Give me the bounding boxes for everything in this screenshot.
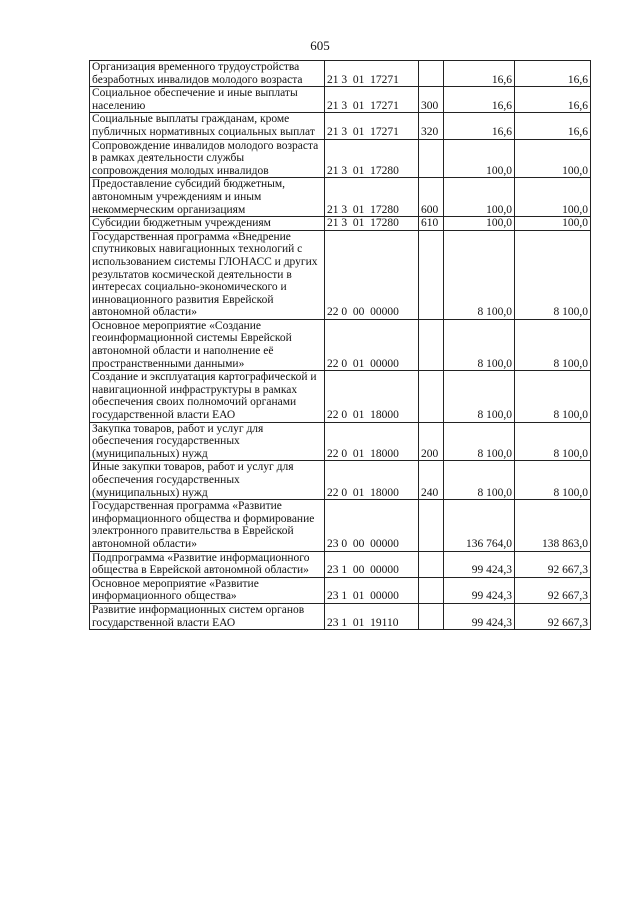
amount-2021-cell: 8 100,0 — [515, 319, 591, 370]
name-cell: Субсидии бюджетным учреждениям — [90, 217, 325, 231]
budget-table-body — [90, 61, 591, 630]
code-cell: 22 0 00 00000 — [325, 230, 419, 319]
amount-2020-cell: 8 100,0 — [444, 371, 515, 422]
amount-2020-cell: 8 100,0 — [444, 230, 515, 319]
amount-2021-cell: 138 863,0 — [515, 500, 591, 551]
amount-2021-cell: 92 667,3 — [515, 577, 591, 603]
amount-2021-cell: 8 100,0 — [515, 422, 591, 461]
name-cell: Социальное обеспечение и иные выплаты населению — [90, 87, 325, 113]
name-cell: Государственная программа «Развитие информационного общества и формирование электронного правительства в Еврейской автономной области» — [90, 500, 325, 551]
table-row — [90, 500, 591, 551]
code-cell: 21 3 01 17280 — [325, 178, 419, 217]
amount-2020-cell: 136 764,0 — [444, 500, 515, 551]
name-cell: Сопровождение инвалидов молодого возраста в рамках деятельности службы сопровождения молодых инвалидов — [90, 139, 325, 178]
table-row — [90, 217, 591, 231]
amount-2021-cell: 8 100,0 — [515, 230, 591, 319]
table-row — [90, 603, 591, 629]
expense-type-cell — [419, 61, 444, 87]
table-row — [90, 230, 591, 319]
amount-2021-cell: 8 100,0 — [515, 371, 591, 422]
amount-2021-cell: 100,0 — [515, 217, 591, 231]
amount-2021-cell: 16,6 — [515, 113, 591, 139]
expense-type-cell: 320 — [419, 113, 444, 139]
table-row — [90, 577, 591, 603]
amount-2020-cell: 99 424,3 — [444, 551, 515, 577]
code-cell: 22 0 01 18000 — [325, 371, 419, 422]
table-row — [90, 113, 591, 139]
name-cell: Предоставление субсидий бюджетным, автономным учреждениям и иным некоммерческим организациям — [90, 178, 325, 217]
amount-2020-cell: 100,0 — [444, 217, 515, 231]
table-row — [90, 319, 591, 370]
amount-2021-cell: 92 667,3 — [515, 551, 591, 577]
amount-2020-cell: 8 100,0 — [444, 461, 515, 500]
name-cell: Иные закупки товаров, работ и услуг для обеспечения государственных (муниципальных) нужд — [90, 461, 325, 500]
code-cell: 21 3 01 17271 — [325, 87, 419, 113]
amount-2021-cell: 100,0 — [515, 178, 591, 217]
code-cell: 22 0 01 00000 — [325, 319, 419, 370]
expense-type-cell: 300 — [419, 87, 444, 113]
page-number: 605 — [310, 38, 330, 53]
table-row — [90, 178, 591, 217]
amount-2020-cell: 99 424,3 — [444, 577, 515, 603]
code-cell: 21 3 01 17271 — [325, 113, 419, 139]
amount-2020-cell: 99 424,3 — [444, 603, 515, 629]
code-cell: 21 3 01 17271 — [325, 61, 419, 87]
name-cell: Основное мероприятие «Создание геоинформационной системы Еврейской автономной области и наполнение её пространственными данными» — [90, 319, 325, 370]
code-cell: 23 1 01 00000 — [325, 577, 419, 603]
code-cell: 23 0 00 00000 — [325, 500, 419, 551]
code-cell: 21 3 01 17280 — [325, 139, 419, 178]
table-row — [90, 422, 591, 461]
table-row — [90, 461, 591, 500]
table-row — [90, 139, 591, 178]
budget-table — [89, 60, 591, 630]
expense-type-cell: 610 — [419, 217, 444, 231]
expense-type-cell — [419, 139, 444, 178]
code-cell: 22 0 01 18000 — [325, 422, 419, 461]
amount-2020-cell: 8 100,0 — [444, 422, 515, 461]
name-cell: Основное мероприятие «Развитие информационного общества» — [90, 577, 325, 603]
expense-type-cell — [419, 230, 444, 319]
name-cell: Развитие информационных систем органов государственной власти ЕАО — [90, 603, 325, 629]
code-cell: 22 0 01 18000 — [325, 461, 419, 500]
table-row — [90, 371, 591, 422]
expense-type-cell — [419, 577, 444, 603]
name-cell: Государственная программа «Внедрение спутниковых навигационных технологий с использованием системы ГЛОНАСС и других результатов космической деятельности в интересах социально-экономического и инновационного развития Еврейской автономной области» — [90, 230, 325, 319]
expense-type-cell: 240 — [419, 461, 444, 500]
expense-type-cell — [419, 319, 444, 370]
amount-2021-cell: 8 100,0 — [515, 461, 591, 500]
table-row — [90, 61, 591, 87]
expense-type-cell — [419, 603, 444, 629]
table-row — [90, 551, 591, 577]
name-cell: Подпрограмма «Развитие информационного общества в Еврейской автономной области» — [90, 551, 325, 577]
table-row — [90, 87, 591, 113]
name-cell: Организация временного трудоустройства безработных инвалидов молодого возраста — [90, 61, 325, 87]
expense-type-cell: 200 — [419, 422, 444, 461]
amount-2020-cell: 16,6 — [444, 61, 515, 87]
expense-type-cell — [419, 371, 444, 422]
amount-2021-cell: 100,0 — [515, 139, 591, 178]
expense-type-cell — [419, 500, 444, 551]
name-cell: Создание и эксплуатация картографической и навигационной инфраструктуры в рамках обеспечения своих полномочий органами государственной власти ЕАО — [90, 371, 325, 422]
amount-2020-cell: 8 100,0 — [444, 319, 515, 370]
name-cell: Закупка товаров, работ и услуг для обеспечения государственных (муниципальных) нужд — [90, 422, 325, 461]
amount-2020-cell: 100,0 — [444, 139, 515, 178]
expense-type-cell: 600 — [419, 178, 444, 217]
code-cell: 21 3 01 17280 — [325, 217, 419, 231]
name-cell: Социальные выплаты гражданам, кроме публичных нормативных социальных выплат — [90, 113, 325, 139]
amount-2021-cell: 16,6 — [515, 61, 591, 87]
code-cell: 23 1 00 00000 — [325, 551, 419, 577]
expense-type-cell — [419, 551, 444, 577]
amount-2020-cell: 100,0 — [444, 178, 515, 217]
amount-2020-cell: 16,6 — [444, 113, 515, 139]
amount-2021-cell: 92 667,3 — [515, 603, 591, 629]
amount-2021-cell: 16,6 — [515, 87, 591, 113]
amount-2020-cell: 16,6 — [444, 87, 515, 113]
code-cell: 23 1 01 19110 — [325, 603, 419, 629]
